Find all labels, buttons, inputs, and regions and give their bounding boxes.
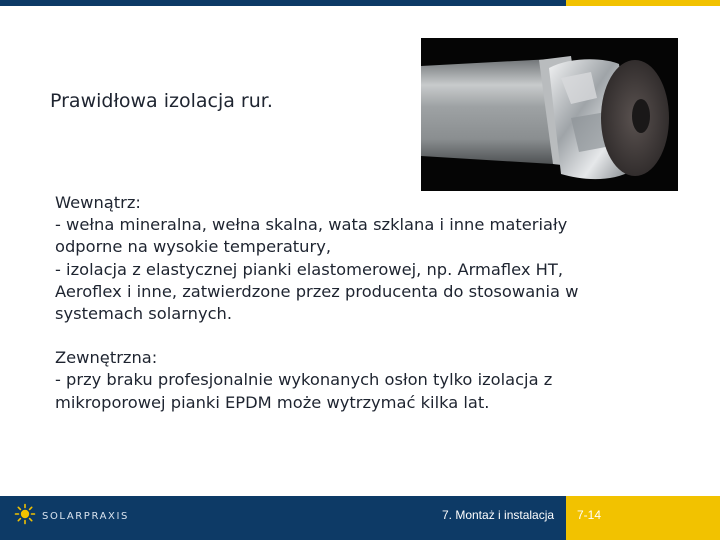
body-line: mikroporowej pianki EPDM może wytrzymać kilka lat. <box>55 392 490 412</box>
logo-text: SOLARPRAXIS <box>42 510 129 522</box>
slide-title: Prawidłowa izolacja rur. <box>50 90 273 112</box>
body-line: - izolacja z elastycznej pianki elastomerowej, np. Armaflex HT, <box>55 259 564 279</box>
sun-logo-icon <box>14 503 36 529</box>
body-line: odporne na wysokie temperatury, <box>55 237 332 257</box>
top-bar-accent <box>566 0 720 6</box>
body-line: Wewnątrz: <box>55 193 141 212</box>
page-number: 7-14 <box>577 508 602 522</box>
body-line: - przy braku profesjonalnie wykonanych osłon tylko izolacja z <box>55 370 553 390</box>
body-line: Aeroflex i inne, zatwierdzone przez producenta do stosowania w <box>55 281 579 301</box>
inner-insulation-paragraph <box>55 192 635 325</box>
slide-body <box>55 192 635 414</box>
body-line: systemach solarnych. <box>55 304 233 324</box>
insulated-pipe-photo <box>421 38 678 191</box>
footer-section-label: 7. Montaż i instalacja <box>442 508 555 522</box>
outer-insulation-paragraph <box>55 347 635 414</box>
body-line: - wełna mineralna, wełna skalna, wata szklana i inne materiały <box>55 215 568 235</box>
solarpraxis-logo <box>14 504 129 528</box>
body-line: Zewnętrzna: <box>55 348 158 368</box>
